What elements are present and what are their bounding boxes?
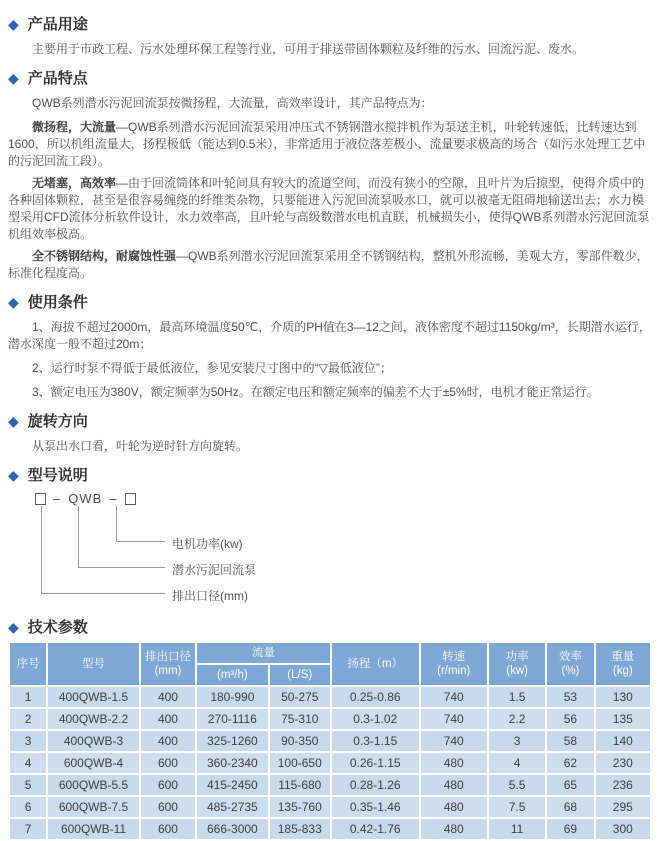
header-weight-line1: 重量 <box>611 651 635 663</box>
header-speed <box>420 642 488 686</box>
spec-cell: 666-3000 <box>196 818 268 840</box>
header-outlet <box>140 642 196 686</box>
spec-cell: 400QWB-3 <box>47 730 140 752</box>
feature-item <box>8 119 652 170</box>
spec-cell: 0.26-1.15 <box>331 752 420 774</box>
usage-paragraph: 主要用于市政工程、污水处理环保工程等行业，可用于排送带固体颗粒及纤维的污水、回流污泥、废水。 <box>32 42 585 56</box>
header-outlet-line1: 排出口径 <box>144 651 191 663</box>
spec-cell: 236 <box>595 774 651 796</box>
condition-item: 3、额定电压为380V，额定频率为50Hz。在额定电压和额定频率的偏差不大于±5%时，电机才能正常运行。 <box>32 385 599 399</box>
spec-cell: 75-310 <box>269 708 331 730</box>
header-efficiency-line1: 效率 <box>558 651 582 663</box>
spec-cell: 480 <box>420 752 488 774</box>
header-flow: 流量 <box>196 642 331 664</box>
spec-cell: 56 <box>546 708 594 730</box>
model-designation-diagram <box>35 491 652 607</box>
section-heading-model <box>8 464 652 485</box>
spec-cell: 400 <box>140 708 196 730</box>
spec-cell: 115-680 <box>269 774 331 796</box>
table-row <box>9 708 651 730</box>
model-formula <box>35 491 136 506</box>
model-dash: – <box>53 491 62 506</box>
spec-cell: 65 <box>546 774 594 796</box>
spec-cell: 360-2340 <box>196 752 268 774</box>
spec-cell: 2 <box>9 708 47 730</box>
condition-item: 2、运行时泵不得低于最低液位，参见安装尺寸图中的“▽最低液位”； <box>32 361 392 375</box>
header-weight <box>595 642 651 686</box>
feature-lead: 微扬程，大流量 <box>32 120 117 134</box>
spec-cell: 0.3-1.02 <box>331 708 420 730</box>
spec-cell: 11 <box>488 818 546 840</box>
diamond-icon: ◆ <box>8 293 19 310</box>
spec-cell: 300 <box>595 818 651 840</box>
spec-cell: 480 <box>420 774 488 796</box>
spec-cell: 68 <box>546 796 594 818</box>
table-row <box>9 752 651 774</box>
model-blank-box <box>35 493 46 505</box>
section-title: 旋转方向 <box>27 413 88 430</box>
spec-cell: 400QWB-1.5 <box>47 686 140 708</box>
diamond-icon: ◆ <box>8 412 19 429</box>
table-header-row <box>9 642 651 664</box>
header-speed-line1: 转速 <box>442 651 466 663</box>
header-model: 型号 <box>47 642 140 686</box>
model-label-pump-type: 潜水污泥回流泵 <box>172 563 257 577</box>
spec-cell: 600 <box>140 818 196 840</box>
feature-item <box>8 248 652 282</box>
header-power-line2: (kw) <box>506 665 528 677</box>
feature-text: —由于回流筒体和叶轮间具有较大的流道空间，而没有狭小的空隙，且叶片为后掠型，使得介质中的各种固体颗粒，甚至是很容易缠绕的纤维类杂物，只要能进入污泥回流泵吸水口，就可以被毫无阻碍地输送出去；水力模型采用CFD流体分析软件设计，水力效率高，且叶轮与高级数潜水电机直联，机械损失小，使得QWB系列潜水污泥回流泵机组效率极高。 <box>8 176 650 241</box>
spec-cell: 400 <box>140 730 196 752</box>
spec-cell: 740 <box>420 708 488 730</box>
spec-cell: 0.3-1.15 <box>331 730 420 752</box>
spec-cell: 230 <box>595 752 651 774</box>
spec-cell: 400QWB-2.2 <box>47 708 140 730</box>
spec-cell: 2.2 <box>488 708 546 730</box>
spec-cell: 480 <box>420 796 488 818</box>
spec-cell: 415-2450 <box>196 774 268 796</box>
table-row <box>9 796 651 818</box>
table-row <box>9 774 651 796</box>
spec-cell: 0.28-1.26 <box>331 774 420 796</box>
feature-lead: 无堵塞，高效率 <box>32 176 117 190</box>
spec-cell: 53 <box>546 686 594 708</box>
spec-cell: 485-2735 <box>196 796 268 818</box>
diamond-icon: ◆ <box>8 618 19 635</box>
spec-cell: 58 <box>546 730 594 752</box>
section-title: 型号说明 <box>27 467 88 484</box>
spec-cell: 6 <box>9 796 47 818</box>
spec-cell: 69 <box>546 818 594 840</box>
rotation-paragraph: 从泵出水口看，叶轮为逆时针方向旋转。 <box>32 439 249 453</box>
spec-cell: 740 <box>420 730 488 752</box>
diamond-icon: ◆ <box>8 69 19 86</box>
spec-table <box>8 641 652 841</box>
header-flow-m3h: (m³/h) <box>196 664 268 686</box>
spec-cell: 600QWB-7.5 <box>47 796 140 818</box>
diamond-icon: ◆ <box>8 15 19 32</box>
spec-cell: 185-833 <box>269 818 331 840</box>
model-label-power: 电机功率(kw) <box>172 537 243 551</box>
section-title: 技术参数 <box>27 619 88 636</box>
spec-table-body <box>9 686 651 840</box>
spec-cell: 600QWB-11 <box>47 818 140 840</box>
header-no: 序号 <box>9 642 47 686</box>
spec-cell: 135-760 <box>269 796 331 818</box>
spec-cell: 62 <box>546 752 594 774</box>
spec-cell: 600 <box>140 796 196 818</box>
spec-cell: 600QWB-4 <box>47 752 140 774</box>
header-flow-ls: (L/S) <box>269 664 331 686</box>
condition-item: 1、海拔不超过2000m，最高环境温度50℃，介质的PH值在3—12之间，液体密度不超过1150kg/m³，长期潜水运行，潜水深度一般不超过20m； <box>8 320 651 351</box>
spec-cell: 740 <box>420 686 488 708</box>
spec-cell: 600QWB-5.5 <box>47 774 140 796</box>
spec-cell: 0.42-1.76 <box>331 818 420 840</box>
header-speed-line2: (r/min) <box>437 665 471 677</box>
model-label-outlet: 排出口径(mm) <box>172 589 248 603</box>
section-title: 产品用途 <box>27 16 88 33</box>
connector-line <box>116 506 165 542</box>
spec-cell: 1 <box>9 686 47 708</box>
header-head: 扬程（m） <box>331 642 420 686</box>
spec-cell: 600 <box>140 752 196 774</box>
spec-cell: 4 <box>9 752 47 774</box>
section-heading-usage <box>8 13 652 34</box>
spec-cell: 130 <box>595 686 651 708</box>
spec-cell: 295 <box>595 796 651 818</box>
spec-cell: 7 <box>9 818 47 840</box>
model-code: QWB <box>68 491 103 506</box>
section-title: 产品特点 <box>27 70 88 87</box>
spec-cell: 5 <box>9 774 47 796</box>
spec-cell: 0.25-0.86 <box>331 686 420 708</box>
header-power-line1: 功率 <box>505 651 529 663</box>
spec-cell: 4 <box>488 752 546 774</box>
spec-table-header <box>9 642 651 686</box>
table-row <box>9 686 651 708</box>
spec-cell: 0.35-1.46 <box>331 796 420 818</box>
section-heading-features <box>8 67 652 88</box>
diamond-icon: ◆ <box>8 466 19 483</box>
features-intro: QWB系列潜水污泥回流泵按微扬程，大流量，高效率设计，其产品特点为： <box>32 96 433 110</box>
section-heading-rotation <box>8 410 652 431</box>
spec-cell: 135 <box>595 708 651 730</box>
feature-text: —QWB系列潜水污泥回流泵采用全不锈钢结构，整机外形流畅，美观大方，零部件数少，标准化程度高。 <box>8 249 649 280</box>
table-row <box>9 818 651 840</box>
section-title: 使用条件 <box>27 294 88 311</box>
spec-cell: 270-1116 <box>196 708 268 730</box>
section-heading-conditions <box>8 291 652 312</box>
model-dash: – <box>109 491 118 506</box>
spec-cell: 600 <box>140 774 196 796</box>
header-outlet-line2: (mm) <box>154 665 182 677</box>
spec-cell: 400 <box>140 686 196 708</box>
header-efficiency <box>546 642 594 686</box>
spec-cell: 90-350 <box>269 730 331 752</box>
model-blank-box <box>125 493 136 505</box>
header-efficiency-line2: (%) <box>561 665 580 677</box>
spec-cell: 100-650 <box>269 752 331 774</box>
table-row <box>9 730 651 752</box>
spec-cell: 1.5 <box>488 686 546 708</box>
feature-text: —QWB系列潜水污泥回流泵采用冲压式不锈钢潜水搅拌机作为泵送主机，叶轮转速低，比转速达到1600，所以机组流量大，扬程极低（能达到0.5米），非常适用于液位落差极小、流量要求极高的场合（如污水处理工艺中的污泥回流工段）。 <box>8 120 646 168</box>
header-weight-line2: (kg) <box>612 665 633 677</box>
spec-cell: 3 <box>488 730 546 752</box>
spec-cell: 3 <box>9 730 47 752</box>
feature-item <box>8 175 652 243</box>
header-power <box>488 642 546 686</box>
section-heading-specs <box>8 616 652 637</box>
spec-cell: 140 <box>595 730 651 752</box>
spec-cell: 325-1260 <box>196 730 268 752</box>
spec-cell: 7.5 <box>488 796 546 818</box>
spec-cell: 480 <box>420 818 488 840</box>
spec-cell: 50-275 <box>269 686 331 708</box>
spec-cell: 5.5 <box>488 774 546 796</box>
spec-cell: 180-990 <box>196 686 268 708</box>
feature-lead: 全不锈钢结构，耐腐蚀性强 <box>32 249 177 263</box>
